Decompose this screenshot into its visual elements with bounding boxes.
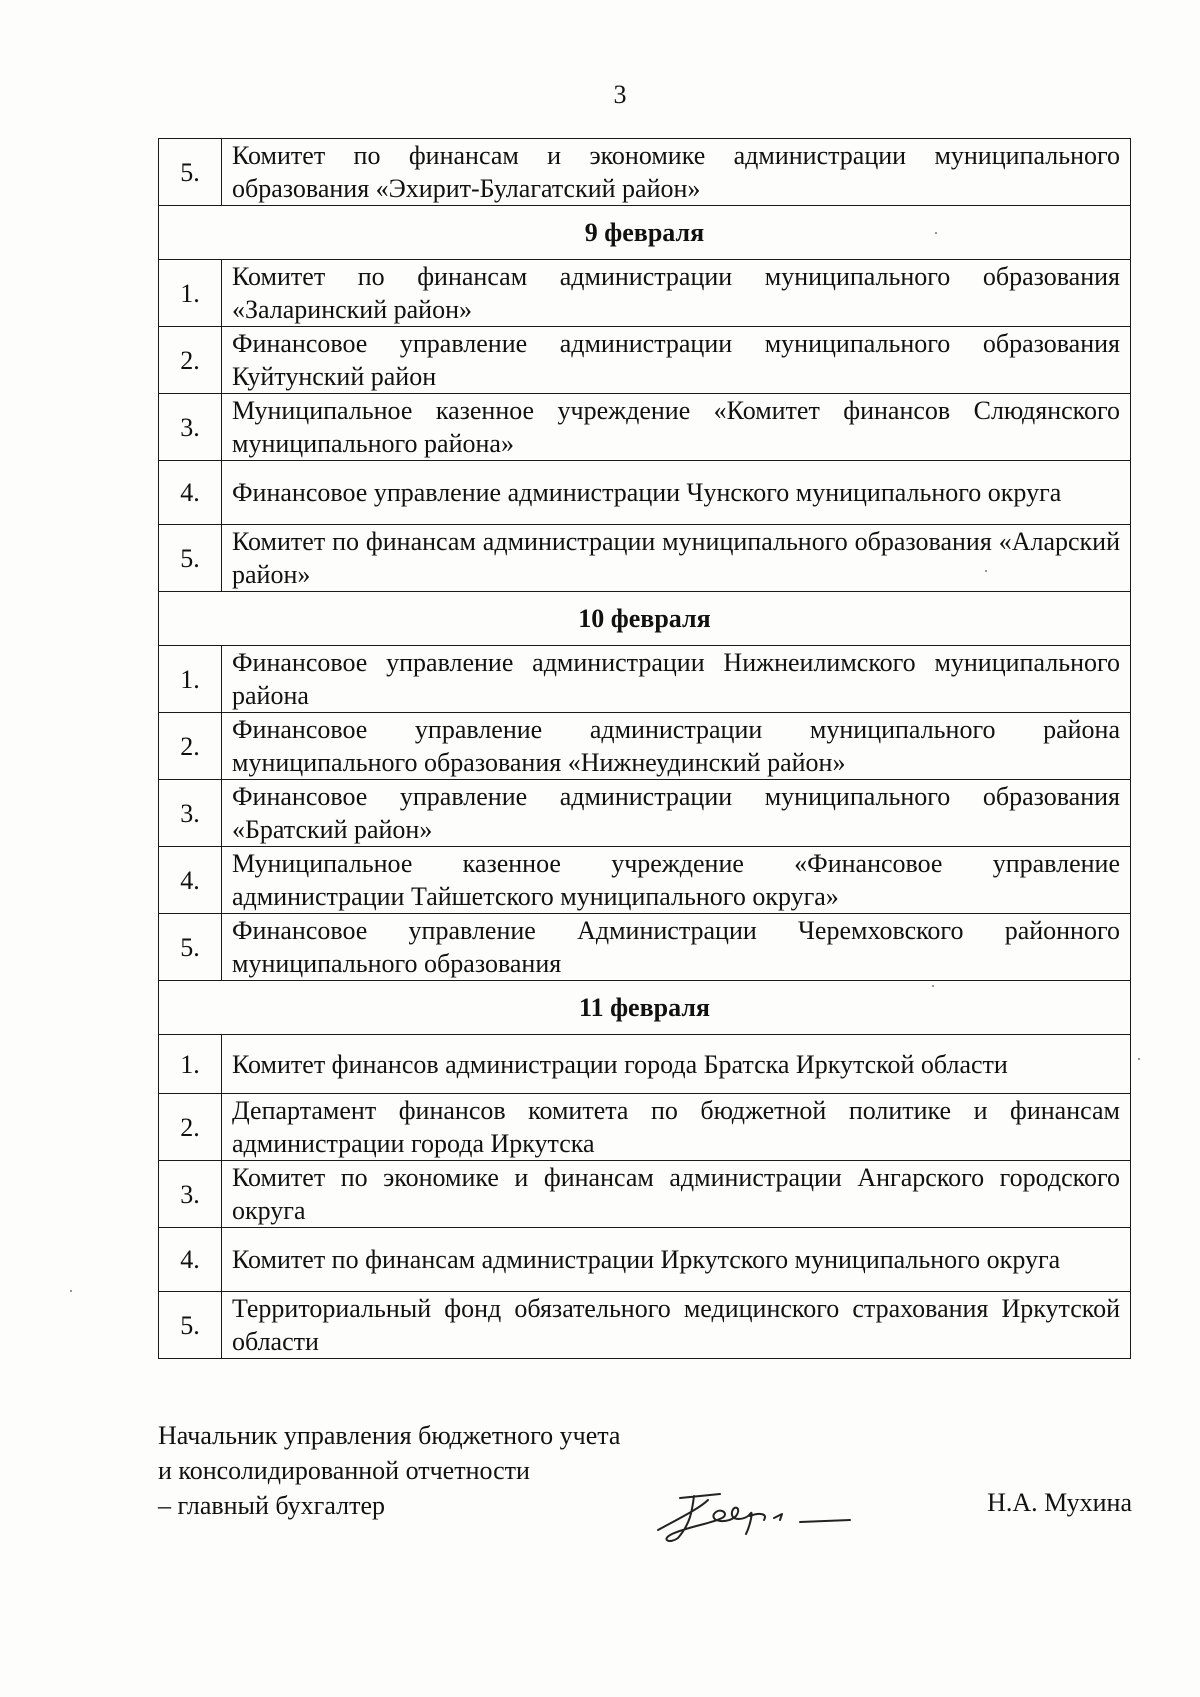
date-header-row bbox=[159, 981, 1131, 1035]
organization-name: Комитет по финансам и экономике администрации муниципального образования «Эхирит-Булагатский район» bbox=[222, 139, 1131, 206]
row-number: 4. bbox=[159, 847, 222, 914]
row-number: 5. bbox=[159, 1292, 222, 1359]
table-row bbox=[159, 646, 1131, 713]
organization-name: Комитет по экономике и финансам администрации Ангарского городского округа bbox=[222, 1161, 1131, 1228]
signature-block bbox=[158, 1418, 620, 1523]
row-number: 1. bbox=[159, 1035, 222, 1094]
position-line-2: и консолидированной отчетности bbox=[158, 1456, 530, 1485]
table-row bbox=[159, 1228, 1131, 1292]
table-row bbox=[159, 394, 1131, 461]
row-number: 1. bbox=[159, 646, 222, 713]
scan-speck bbox=[70, 1290, 72, 1292]
table-row bbox=[159, 1035, 1131, 1094]
scan-speck bbox=[985, 570, 987, 572]
organization-name: Департамент финансов комитета по бюджетной политике и финансам администрации города Иркутска bbox=[222, 1094, 1131, 1161]
position-line-3: – главный бухгалтер bbox=[158, 1491, 385, 1520]
table-row bbox=[159, 1094, 1131, 1161]
table-row bbox=[159, 847, 1131, 914]
organization-name: Финансовое управление администрации муниципального образования «Братский район» bbox=[222, 780, 1131, 847]
date-header-row bbox=[159, 592, 1131, 646]
row-number: 4. bbox=[159, 461, 222, 525]
position-line-1: Начальник управления бюджетного учета bbox=[158, 1421, 621, 1450]
row-number: 5. bbox=[159, 914, 222, 981]
row-number: 2. bbox=[159, 713, 222, 780]
table-row bbox=[159, 461, 1131, 525]
organization-name: Финансовое управление Администрации Черемховского районного муниципального образования bbox=[222, 914, 1131, 981]
row-number: 2. bbox=[159, 327, 222, 394]
row-number: 5. bbox=[159, 139, 222, 206]
table-row bbox=[159, 1161, 1131, 1228]
organization-name: Комитет по финансам администрации Иркутского муниципального округа bbox=[222, 1228, 1131, 1292]
table-row bbox=[159, 1292, 1131, 1359]
organization-name: Финансовое управление администрации Чунского муниципального округа bbox=[222, 461, 1131, 525]
row-number: 3. bbox=[159, 394, 222, 461]
row-number: 2. bbox=[159, 1094, 222, 1161]
row-number: 1. bbox=[159, 260, 222, 327]
organization-name: Финансовое управление администрации муниципального образования Куйтунский район bbox=[222, 327, 1131, 394]
row-number: 3. bbox=[159, 780, 222, 847]
organization-name: Муниципальное казенное учреждение «Финансовое управление администрации Тайшетского муниципального округа» bbox=[222, 847, 1131, 914]
row-number: 5. bbox=[159, 525, 222, 592]
organization-name: Финансовое управление администрации Нижнеилимского муниципального района bbox=[222, 646, 1131, 713]
handwritten-signature bbox=[650, 1478, 880, 1553]
scan-speck bbox=[1138, 1058, 1140, 1060]
organization-name: Комитет финансов администрации города Братска Иркутской области bbox=[222, 1035, 1131, 1094]
table-row bbox=[159, 139, 1131, 206]
table-row bbox=[159, 525, 1131, 592]
table-row bbox=[159, 260, 1131, 327]
organization-name: Финансовое управление администрации муниципального района муниципального образования «Нижнеудинский район» bbox=[222, 713, 1131, 780]
signer-name: Н.А. Мухина bbox=[987, 1488, 1132, 1517]
table-row bbox=[159, 713, 1131, 780]
date-header: 11 февраля bbox=[159, 981, 1131, 1035]
organization-name: Комитет по финансам администрации муниципального образования «Аларский район» bbox=[222, 525, 1131, 592]
scan-speck bbox=[932, 985, 934, 987]
scan-speck bbox=[935, 232, 937, 234]
date-header: 10 февраля bbox=[159, 592, 1131, 646]
row-number: 4. bbox=[159, 1228, 222, 1292]
date-header-row bbox=[159, 206, 1131, 260]
date-header: 9 февраля bbox=[159, 206, 1131, 260]
page-number: 3 bbox=[613, 80, 627, 109]
table-row bbox=[159, 914, 1131, 981]
organization-name: Комитет по финансам администрации муниципального образования «Заларинский район» bbox=[222, 260, 1131, 327]
table-row bbox=[159, 780, 1131, 847]
row-number: 3. bbox=[159, 1161, 222, 1228]
organization-name: Муниципальное казенное учреждение «Комитет финансов Слюдянского муниципального района» bbox=[222, 394, 1131, 461]
organization-name: Территориальный фонд обязательного медицинского страхования Иркутской области bbox=[222, 1292, 1131, 1359]
schedule-table bbox=[158, 138, 1131, 1359]
table-row bbox=[159, 327, 1131, 394]
